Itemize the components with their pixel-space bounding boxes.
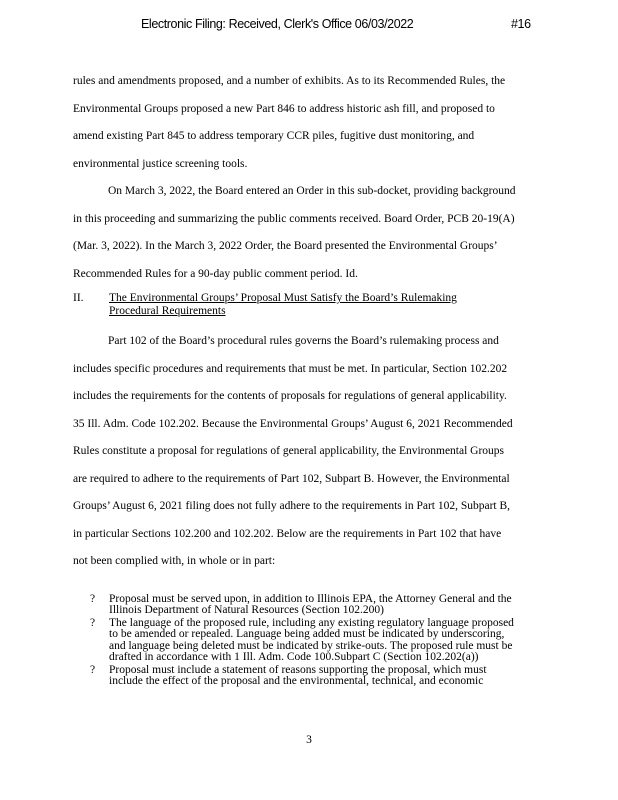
text-line: environmental justice screening tools.: [73, 157, 248, 170]
section-heading: [73, 292, 539, 318]
page-number: 3: [306, 734, 312, 746]
paragraph-part-102: [73, 328, 539, 576]
text-line: Groups’ August 6, 2021 filing does not fully adhere to the requirements in Part 102, Subpart B,: [73, 500, 511, 512]
text-line: in this proceeding and summarizing the public comments received. Board Order, PCB 20-19(A): [73, 212, 515, 225]
text-line: Proposal must include a statement of reasons supporting the proposal, which must: [109, 663, 487, 676]
text-line: Proposal must be served upon, in addition to Illinois EPA, the Attorney General and the: [109, 592, 512, 605]
text-line: rules and amendments proposed, and a number of exhibits. As to its Recommended Rules, the: [73, 75, 506, 87]
section-title-line: The Environmental Groups’ Proposal Must Satisfy the Board’s Rulemaking: [109, 292, 457, 304]
list-item: [73, 665, 539, 688]
text-line: Rules constitute a proposal for regulations of general applicability, the Environmental Groups: [73, 445, 505, 457]
text-line: in particular Sections 102.200 and 102.202. Below are the requirements in Part 102 that have: [73, 527, 502, 540]
text-line: are required to adhere to the requirements of Part 102, Subpart B. However, the Environmental: [73, 472, 510, 485]
paragraph-exhibits: [73, 68, 539, 178]
paragraph-board-order: [73, 178, 539, 288]
section-title-line: Procedural Requirements: [109, 305, 226, 317]
section-number: II.: [73, 292, 84, 304]
text-line: Environmental Groups proposed a new Part 846 to address historic ash fill, and proposed to: [73, 102, 495, 115]
bullet-marker: ?: [90, 592, 96, 605]
list-item: [73, 618, 539, 664]
text-line: includes specific procedures and requirements that must be met. In particular, Section 102.202: [73, 362, 508, 375]
text-line: Recommended Rules for a 90-day public comment period. Id.: [73, 267, 358, 280]
text-line: (Mar. 3, 2022). In the March 3, 2022 Order, the Board presented the Environmental Groups’: [73, 240, 498, 252]
text-line: amend existing Part 845 to address temporary CCR piles, fugitive dust monitoring, and: [73, 130, 475, 142]
requirements-list: [73, 594, 539, 688]
text-line: The language of the proposed rule, including any existing regulatory language proposed: [109, 616, 514, 629]
text-line: drafted in accordance with 1 Ill. Adm. Code 100.Subpart C (Section 102.202(a)): [109, 651, 479, 663]
text-line: to be amended or repealed. Language being added must be indicated by underscoring,: [109, 628, 505, 640]
text-line: includes the requirements for the contents of proposals for regulations of general applicability.: [73, 390, 507, 402]
text-line: Part 102 of the Board’s procedural rules governs the Board’s rulemaking process and: [108, 335, 499, 347]
filing-doc-number: #16: [511, 17, 531, 31]
filing-stamp-label: Electronic Filing: Received, Clerk's Office 06/03/2022: [141, 17, 414, 31]
bullet-marker: ?: [90, 616, 96, 629]
text-line: On March 3, 2022, the Board entered an Order in this sub-docket, providing background: [108, 185, 516, 197]
document-body: [73, 68, 539, 689]
list-item: [73, 594, 539, 617]
text-line: and language being deleted must be indicated by strike-outs. The proposed rule must be: [109, 639, 513, 652]
text-line: not been complied with, in whole or in part:: [73, 555, 276, 567]
text-line: include the effect of the proposal and the environmental, technical, and economic: [109, 675, 484, 687]
text-line: Illinois Department of Natural Resources (Section 102.200): [109, 604, 384, 616]
bullet-marker: ?: [90, 663, 96, 676]
text-line: 35 Ill. Adm. Code 102.202. Because the Environmental Groups’ August 6, 2021 Recommended: [73, 417, 513, 430]
